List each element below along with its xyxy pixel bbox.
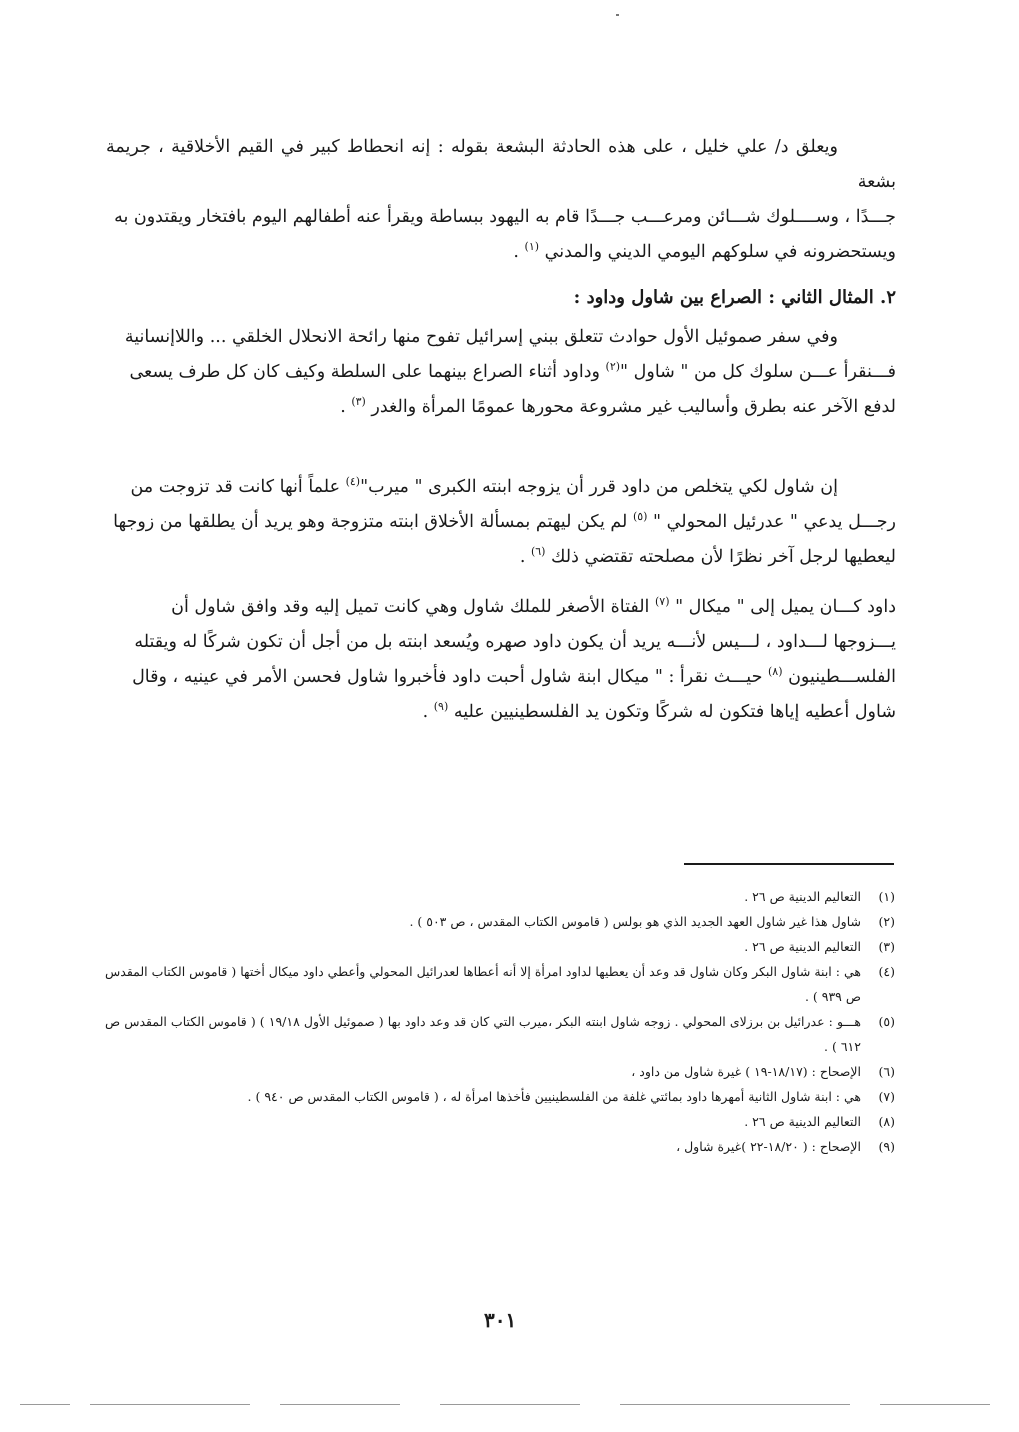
- footnote: (٥) هـــو : عدرائيل بن برزلاى المحولي . زوجه شاول ابنته البكر ،ميرب التي كان قد وعد داود بها ( صموئيل الأول ١٩/١٨ ) ( قاموس الكتاب المقدس ص ٦١٢ ) .: [105, 1014, 895, 1054]
- scan-speck: [616, 14, 619, 16]
- section-heading: ٢. المثال الثاني : الصراع بين شاول وداود :: [573, 287, 896, 308]
- footnote: (٣) التعاليم الدينية ص ٢٦ .: [744, 939, 895, 954]
- paragraph-2-line-3: لدفع الآخر عنه بطرق وأساليب غير مشروعة محورها عمومًا المرأة والغدر $^{(٣)}$ .: [340, 395, 896, 417]
- footnote-ref-4: (٤): [345, 475, 361, 489]
- paragraph-2-line-1: وفي سفر صموئيل الأول حوادث تتعلق ببني إسرائيل تفوح منها رائحة الانحلال الخلقي ... واللاإنسانية: [124, 327, 838, 347]
- paragraph-1-line-3: ويستحضرونه في سلوكهم اليومي الديني والمدني $^{(١)}$ .: [513, 240, 896, 262]
- paragraph-3-line-1: إن شاول لكي يتخلص من داود قرر أن يزوجه ابنته الكبرى " ميرب"$^{(٤)}$ علماً أنها كانت قد تزوجت من: [130, 475, 838, 497]
- footnote-ref-6: (٦): [530, 545, 546, 559]
- footnote: (٨) التعاليم الدينية ص ٢٦ .: [744, 1114, 895, 1129]
- footnote: (٧) هي : ابنة شاول الثانية أمهرها داود بمائتي غلفة من الفلسطينيين فأخذها امرأة له ، ( قاموس الكتاب المقدس ص ٩٤٠ ) .: [247, 1089, 895, 1104]
- paragraph-4-line-1: داود كـــان يميل إلى " ميكال " $^{(٧)}$ الفتاة الأصغر للملك شاول وهي كانت تميل إليه وقد وافق شاول أن: [171, 595, 896, 617]
- scan-edge-lines: [20, 1404, 1000, 1408]
- footnote-ref-7: (٧): [654, 595, 670, 609]
- footnotes-list: [105, 884, 895, 1159]
- paragraph-4-line-3: الفلســـطينيون $^{(٨)}$ حيـــث نقرأ : " ميكال ابنة شاول أحبت داود فأخبروا شاول فحسن الأمر في عينيه ، وقال: [132, 665, 896, 687]
- footnote-ref-3: (٣): [351, 395, 366, 409]
- paragraph-3-line-3: ليعطيها لرجل آخر نظرًا لأن مصلحته تقتضي ذلك $^{(٦)}$ .: [519, 545, 896, 567]
- paragraph-1: [106, 130, 896, 270]
- paragraph-3: [106, 470, 896, 575]
- footnote-separator: [684, 863, 894, 865]
- paragraph-4-line-2: يـــزوجها لـــداود ، لـــيس لأنـــه يريد أن يكون داود صهره ويُسعد ابنته بل من أجل أن تكون شركًا له ويقتله: [134, 632, 896, 652]
- footnote: (٦) الإصحاح : (١٨/١٧-١٩ ) غيرة شاول من داود ،: [631, 1064, 895, 1079]
- paragraph-4-line-4: شاول أعطيه إياها فتكون له شركًا وتكون يد الفلسطينيين عليه $^{(٩)}$ .: [422, 700, 896, 722]
- footnote-ref-1: (١): [524, 240, 540, 254]
- paragraph-1-line-2: جـــدًا ، وســــلوك شـــائن ومرعـــب جـــدًا قام به اليهود ببساطة ويقرأ عنه أطفالهم اليوم بافتخار ويقتدون به: [114, 207, 896, 227]
- footnote-ref-5: (٥): [632, 510, 648, 524]
- paragraph-1-line-1: ويعلق د/ علي خليل ، على هذه الحادثة البشعة بقوله : إنه انحطاط كبير في القيم الأخلاقية ، جريمة بشعة: [106, 137, 896, 192]
- paragraph-3-line-2: رجـــل يدعي " عدرئيل المحولي " $^{(٥)}$ لم يكن ليهتم بمسألة الأخلاق ابنته متزوجة وهو يريد أن يطلقها من زوجها: [113, 510, 896, 532]
- footnote-ref-8: (٨): [767, 665, 783, 679]
- footnote-ref-9: (٩): [433, 700, 449, 714]
- paragraph-2: [106, 320, 896, 425]
- page-number: ٣٠١: [484, 1308, 517, 1332]
- footnote: (٤) هي : ابنة شاول البكر وكان شاول قد وعد أن يعطيها لداود امرأة إلا أنه أعطاها لعدرائيل المحولي وأعطي داود ميكال أختها ( قاموس الكتاب المقدس ص ٩٣٩ ) .: [105, 964, 895, 1004]
- footnote: (٩) الإصحاح : ( ١٨/٢٠-٢٢ )غيرة شاول ،: [676, 1139, 895, 1154]
- footnote: (١) التعاليم الدينية ص ٢٦ .: [744, 889, 895, 904]
- paragraph-4: [106, 590, 896, 730]
- footnote: (٢) شاول هذا غير شاول العهد الجديد الذي هو بولس ( قاموس الكتاب المقدس ، ص ٥٠٣ ) .: [409, 914, 895, 929]
- paragraph-2-line-2: فـــنقرأ عـــن سلوك كل من " شاول "$^{(٢)}$ وداود أثناء الصراع بينهما على السلطة وكيف كان كل طرف يسعى: [129, 360, 896, 382]
- footnote-ref-2: (٢): [605, 360, 621, 374]
